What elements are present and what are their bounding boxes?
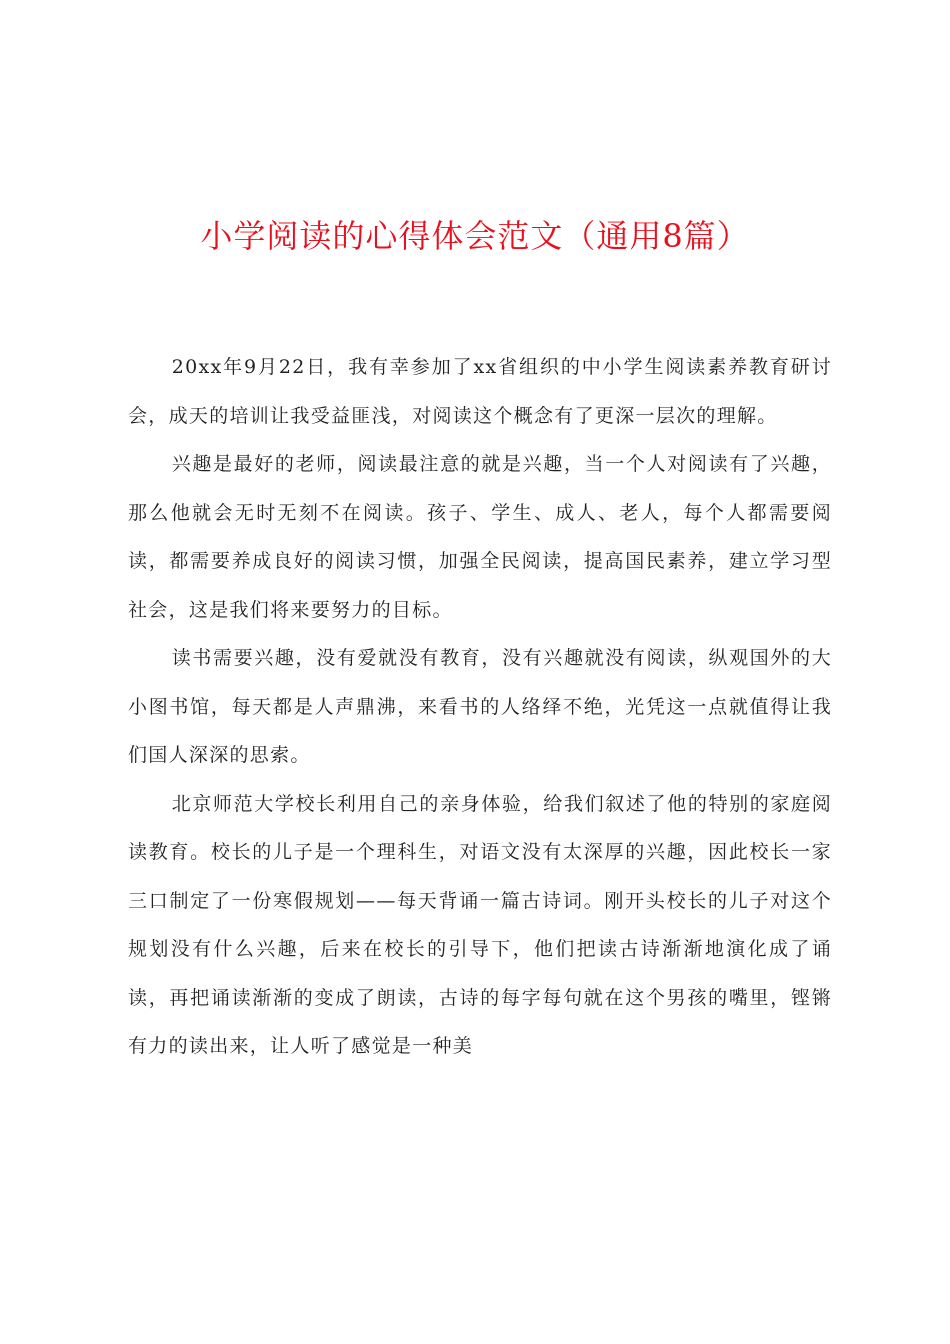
paragraph-4: 北京师范大学校长利用自己的亲身体验，给我们叙述了他的特别的家庭阅读教育。校长的儿子是一个理科生，对语文没有太深厚的兴趣，因此校长一家三口制定了一份寒假规划——每天背诵一篇古诗词。刚开头校长的儿子对这个规划没有什么兴趣，后来在校长的引导下，他们把读古诗渐渐地演化成了诵读，再把诵读渐渐的变成了朗读，古诗的每字每句就在这个男孩的嘴里，铿锵有力的读出来，让人听了感觉是一种美 [128,792,832,1057]
paragraph-2: 兴趣是最好的老师，阅读最注意的就是兴趣，当一个人对阅读有了兴趣，那么他就会无时无刻不在阅读。孩子、学生、成人、老人，每个人都需要阅读，都需要养成良好的阅读习惯，加强全民阅读，提高国民素养，建立学习型社会，这是我们将来要努力的目标。 [128,453,832,621]
paragraph-1: 20xx年9月22日，我有幸参加了xx省组织的中小学生阅读素养教育研讨会，成天的培训让我受益匪浅，对阅读这个概念有了更深一层次的理解。 [128,356,832,427]
document-title: 小学阅读的心得体会范文（通用8篇） [200,217,750,255]
paragraph-3: 读书需要兴趣，没有爱就没有教育，没有兴趣就没有阅读，纵观国外的大小图书馆，每天都是人声鼎沸，来看书的人络绎不绝，光凭这一点就值得让我们国人深深的思索。 [128,647,832,766]
document-body [128,343,832,1071]
